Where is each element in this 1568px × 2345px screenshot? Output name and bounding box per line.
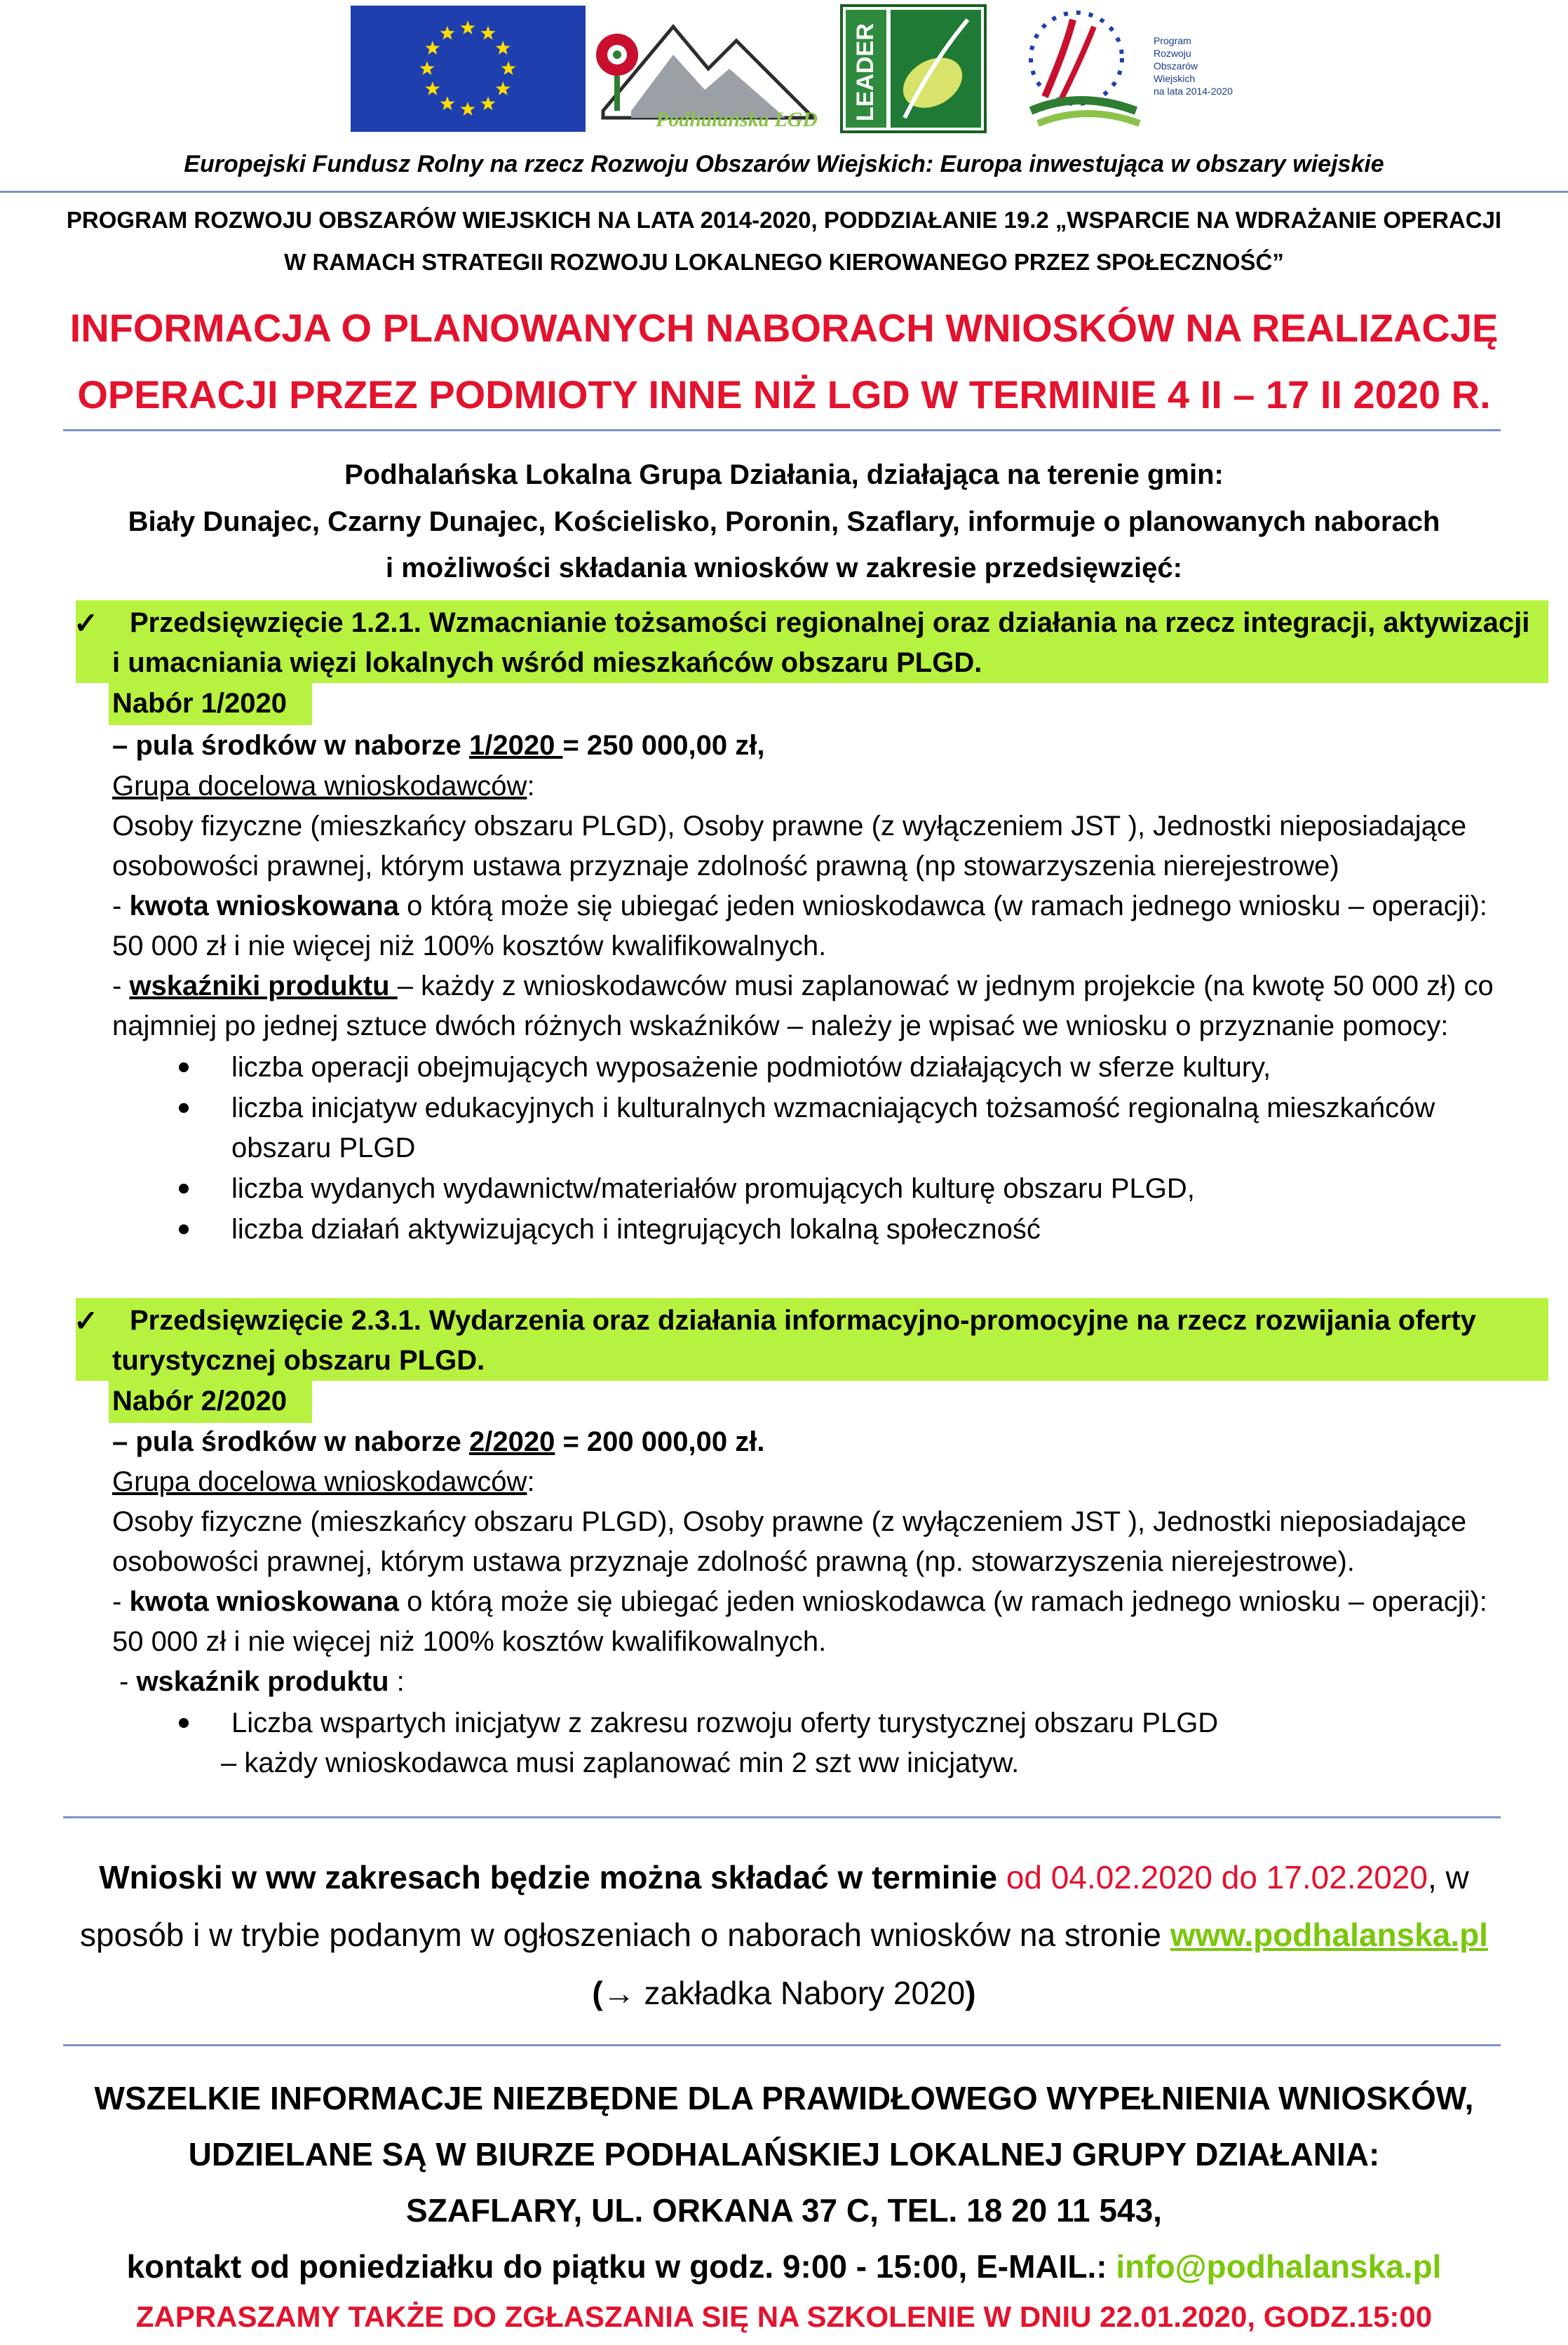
podhalanska-lgd-logo: [589, 6, 820, 132]
section1-nabor: Nabór 1/2020: [112, 688, 288, 719]
section2-rule: [63, 1816, 1501, 1818]
page-title-line-2: OPERACJI PRZEZ PODMIOTY INNE NIŻ LGD W TERMINIE 4 II – 17 II 2020 R.: [77, 372, 1491, 417]
section1-grupa-label: Grupa docelowa wnioskodawców: [112, 771, 527, 802]
eu-fund-caption: Europejski Fundusz Rolny na rzecz Rozwoju Obszarów Wiejskich: Europa inwestująca w obszary wiejskie: [184, 151, 1384, 177]
section2-grupa-colon: :: [527, 1466, 535, 1497]
footer-line-3: SZAFLARY, UL. ORKANA 37 C, TEL. 18 20 11 543,: [406, 2192, 1162, 2229]
section2-pula-prefix: – pula środków w naborze: [112, 1426, 469, 1457]
section2-kwota-line-2: 50 000 zł i nie więcej niż 100% kosztów kwalifikowalnych.: [112, 1626, 827, 1657]
intro-line-2: Biały Dunajec, Czarny Dunajec, Kościelisko, Poronin, Szaflary, informuje o planowanych naborach: [128, 506, 1440, 537]
section2-grupa-label: Grupa docelowa wnioskodawców: [112, 1466, 527, 1497]
section1-bullet-3-icon: [179, 1184, 189, 1194]
intro-line-1: Podhalańska Lokalna Grupa Działania, działająca na terenie gmin:: [344, 459, 1224, 490]
website-link[interactable]: www.podhalanska.pl: [1170, 1917, 1488, 1953]
section2-kwota-rest: o którą może się ubiegać jeden wnioskodawca (w ramach jednego wniosku – operacji):: [398, 1586, 1487, 1617]
section1-bullet-2-icon: [179, 1103, 189, 1113]
section2-bullet-icon: [179, 1718, 189, 1728]
prow-logo: [1017, 6, 1233, 132]
section2-wsk-rest: :: [388, 1666, 405, 1697]
section2-pula-suffix: = 200 000,00 zł.: [555, 1426, 765, 1457]
eu-flag-logo: [351, 6, 586, 132]
section2-wsk-line: [119, 1662, 405, 1702]
section1-wsk-rest: – każdy z wnioskodawców musi zaplanować w jednym projekcie (na kwotę 50 000 zł) co: [397, 971, 1494, 1001]
section2-kwota-bold: kwota wnioskowana: [129, 1586, 399, 1617]
section2-pula: [112, 1422, 764, 1462]
deadline-line2-text: sposób i w trybie podanym w ogłoszeniach o naborach wniosków na stronie: [80, 1917, 1170, 1953]
section1-heading-line-2: i umacniania więzi lokalnych wśród mieszkańców obszaru PLGD.: [112, 647, 982, 678]
section1-bullet-1-icon: [179, 1062, 189, 1072]
deadline-line3-text: → zakładka Nabory 2020: [602, 1975, 966, 2011]
section1-wsk-gap: [390, 971, 398, 1001]
section2-osoby-line-2: osobowości prawnej, którym ustawa przyznaje zdolność prawną (np. stowarzyszenia nierejestrowe).: [112, 1546, 1355, 1577]
section1-pula-suffix: = 250 000,00 zł,: [562, 730, 765, 761]
footer-training-invite: ZAPRASZAMY TAKŻE DO ZGŁASZANIA SIĘ NA SZKOLENIE W DNIU 22.01.2020, GODZ.15:00: [135, 2300, 1433, 2333]
section1-grupa: [112, 766, 535, 806]
lgd-logo-text: Podhalańska LGD: [656, 108, 818, 131]
section2-check-icon: ✓: [74, 1304, 99, 1337]
deadline-line-1: [0, 1858, 1568, 1896]
section1-osoby-line-2: osobowości prawnej, którym ustawa przyznaje zdolność prawną (np stowarzyszenia nierejestrowe): [112, 851, 1339, 881]
section1-pula-ref: 1/2020: [468, 730, 563, 761]
leader-logo: [842, 6, 985, 132]
prow-logo-line3: Obszarów: [1154, 60, 1198, 72]
section1-pula-prefix: – pula środków w naborze: [112, 730, 469, 761]
section1-bullet-item-3: liczba wydanych wydawnictw/materiałów promujących kulturę obszaru PLGD,: [231, 1173, 1195, 1204]
section2-nabor: Nabór 2/2020: [112, 1386, 288, 1417]
section1-check-icon: ✓: [74, 607, 99, 640]
section1-bullet-item-1: liczba operacji obejmujących wyposażenie podmiotów działających w sferze kultury,: [231, 1052, 1271, 1083]
section2-kwota-dash: -: [112, 1586, 130, 1617]
section2-wsk-bold: wskaźnik produktu: [136, 1666, 389, 1697]
section2-grupa: [112, 1462, 535, 1502]
deadline-rule: [63, 2044, 1501, 2046]
section1-wsk-dash: -: [112, 971, 130, 1001]
section1-bullet-item-2-cont: obszaru PLGD: [231, 1133, 416, 1163]
deadline-dates: od 04.02.2020 do 17.02.2020: [1006, 1859, 1428, 1895]
section1-bullet-4-icon: [179, 1224, 189, 1234]
deadline-paren-close: ): [965, 1975, 976, 2011]
footer-contact-text: kontakt od poniedziałku do piątku w godz. 9:00 - 15:00, E-MAIL.:: [126, 2248, 1116, 2285]
deadline-bold-text: Wnioski w ww zakresach będzie można składać w terminie: [99, 1859, 1006, 1895]
section1-kwota-line-1: [112, 886, 1487, 926]
section2-heading-line-1: Przedsięwzięcie 2.3.1. Wydarzenia oraz działania informacyjno-promocyjne na rzecz rozwijania oferty: [130, 1305, 1476, 1336]
footer-line-4: [0, 2248, 1568, 2285]
prow-logo-line2: Rozwoju: [1154, 48, 1191, 59]
prow-logo-line1: Program: [1154, 35, 1191, 46]
section1-bullet-item-2: liczba inicjatyw edukacyjnych i kulturalnych wzmacniających tożsamość regionalną mieszkańców: [231, 1093, 1435, 1123]
footer-line-1: WSZELKIE INFORMACJE NIEZBĘDNE DLA PRAWIDŁOWEGO WYPEŁNIENIA WNIOSKÓW,: [94, 2080, 1474, 2116]
section2-bullet-item: Liczba wspartych inicjatyw z zakresu rozwoju oferty turystycznej obszaru PLGD: [231, 1708, 1219, 1738]
prow-logo-line4: Wiejskich: [1154, 73, 1196, 84]
program-line-2: W RAMACH STRATEGII ROZWOJU LOKALNEGO KIEROWANEGO PRZEZ SPOŁECZNOŚĆ”: [284, 249, 1284, 275]
section1-kwota-dash: -: [112, 891, 130, 921]
deadline-line-2: [0, 1916, 1568, 1954]
section1-kwota-line-2: 50 000 zł i nie więcej niż 100% kosztów kwalifikowalnych.: [112, 931, 827, 961]
section2-wsk-dash: -: [119, 1666, 137, 1697]
header-rule: [0, 191, 1568, 193]
page-title-line-1: INFORMACJA O PLANOWANYCH NABORACH WNIOSKÓW NA REALIZACJĘ: [69, 306, 1499, 350]
section2-pula-ref: 2/2020: [468, 1426, 555, 1457]
section2-bullet-cont: – każdy wnioskodawca musi zaplanować min 2 szt ww inicjatyw.: [221, 1748, 1020, 1778]
section1-wsk-line-2: najmniej po jednej sztuce dwóch różnych wskaźników – należy je wpisać we wniosku o przyznanie pomocy:: [112, 1011, 1449, 1041]
section2-osoby-line-1: Osoby fizyczne (mieszkańcy obszaru PLGD), Osoby prawne (z wyłączeniem JST ), Jednostki nieposiadające: [112, 1506, 1467, 1537]
section1-grupa-colon: :: [527, 771, 535, 802]
section1-osoby-line-1: Osoby fizyczne (mieszkańcy obszaru PLGD), Osoby prawne (z wyłączeniem JST ), Jednostki nieposiadające: [112, 811, 1467, 842]
prow-logo-line5: na lata 2014-2020: [1154, 86, 1233, 97]
section1-kwota-rest: o którą może się ubiegać jeden wnioskodawca (w ramach jednego wniosku – operacji):: [398, 891, 1487, 921]
title-rule: [63, 429, 1501, 431]
section1-kwota-bold: kwota wnioskowana: [129, 891, 399, 921]
section2-kwota-line-1: [112, 1582, 1487, 1622]
leader-logo-text: LEADER: [852, 23, 879, 121]
section1-bullet-item-4: liczba działań aktywizujących i integrujących lokalną społeczność: [231, 1214, 1041, 1245]
section1-heading-line-1: Przedsięwzięcie 1.2.1. Wzmacnianie tożsamości regionalnej oraz działania na rzecz integracji, aktywizacji: [130, 607, 1530, 638]
program-line-1: PROGRAM ROZWOJU OBSZARÓW WIEJSKICH NA LATA 2014-2020, PODDZIAŁANIE 19.2 „WSPARCIE NA WDRAŻANIE OPERACJI: [66, 207, 1502, 233]
intro-line-3: i możliwości składania wniosków w zakresie przedsięwzięć:: [386, 553, 1182, 583]
deadline-line-3: [0, 1974, 1568, 2012]
deadline-after: , w: [1427, 1859, 1469, 1895]
section1-wsk-bold: wskaźniki produktu: [129, 971, 390, 1001]
section2-heading-line-2: turystycznej obszaru PLGD.: [112, 1345, 485, 1376]
section1-pula: [112, 726, 764, 766]
section1-wsk-line-1: [112, 966, 1494, 1006]
footer-line-2: UDZIELANE SĄ W BIURZE PODHALAŃSKIEJ LOKALNEJ GRUPY DZIAŁANIA:: [188, 2136, 1380, 2172]
email-link[interactable]: info@podhalanska.pl: [1116, 2248, 1442, 2285]
deadline-paren-open: (: [592, 1975, 603, 2011]
